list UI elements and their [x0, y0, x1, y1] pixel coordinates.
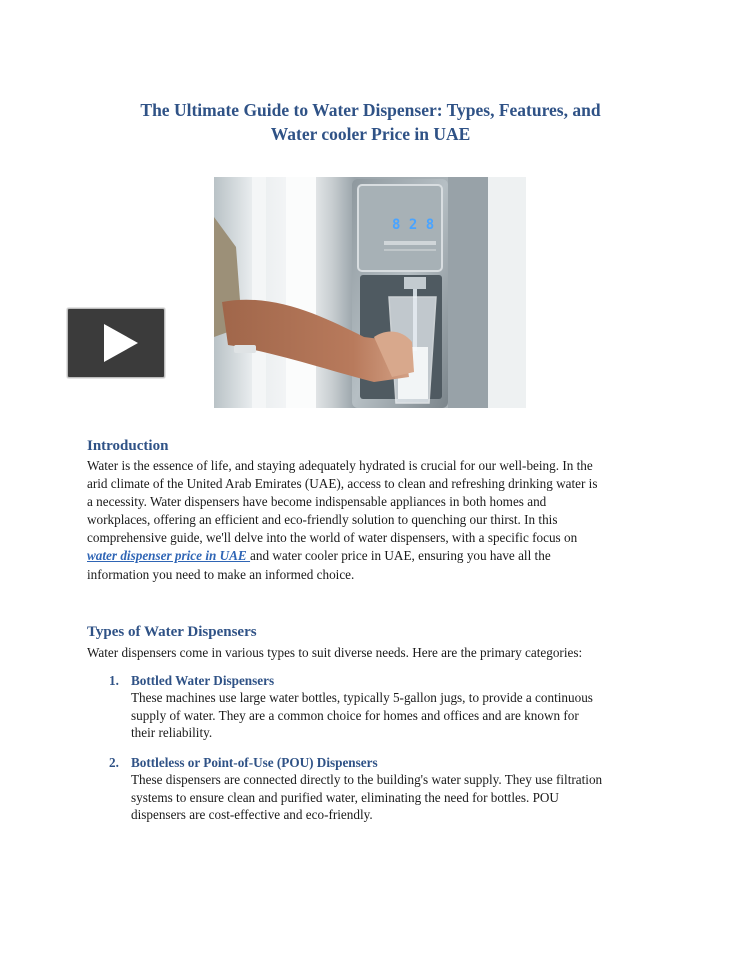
intro-line-6-rest: and water cooler price in UAE, ensuring you have all the — [250, 548, 551, 564]
list-item-line: These machines use large water bottles, typically 5-gallon jugs, to provide a continuous — [131, 690, 593, 705]
intro-line-6 — [87, 547, 652, 565]
list-item-line: dispensers are cost-effective and eco-friendly. — [131, 807, 373, 823]
list-item-body — [131, 771, 661, 824]
hero-image-water-dispenser — [214, 177, 526, 408]
play-icon — [104, 324, 138, 362]
list-item-number: 2. — [109, 755, 119, 770]
water-dispenser-price-link[interactable]: water dispenser price in UAE — [87, 548, 251, 564]
types-heading: Types of Water Dispensers — [87, 624, 257, 640]
intro-line-5: comprehensive guide, we'll delve into the world of water dispensers, with a specific focus on — [87, 530, 578, 546]
list-item-line: their reliability. — [131, 725, 213, 741]
list-item-line: These dispensers are connected directly to the building's water supply. They use filtration — [131, 772, 603, 787]
intro-line-4: workplaces, offering an efficient and eco-friendly solution to quenching our thirst. In this — [87, 512, 558, 528]
types-intro — [87, 644, 652, 662]
introduction-heading: Introduction — [87, 438, 169, 454]
intro-line-7: information you need to make an informed choice. — [87, 566, 355, 582]
list-item-number: 1. — [109, 673, 119, 688]
list-item-title: Bottleless or Point-of-Use (POU) Dispensers — [131, 755, 378, 770]
intro-line-1: Water is the essence of life, and staying adequately hydrated is crucial for our well-being. In the — [87, 458, 593, 473]
page-title-line-1: The Ultimate Guide to Water Dispenser: Types, Features, and — [140, 100, 601, 120]
introduction-paragraph — [87, 457, 652, 584]
video-play-button[interactable] — [67, 308, 165, 378]
svg-text:8 2 8: 8 2 8 — [392, 217, 435, 233]
list-item-title: Bottled Water Dispensers — [131, 673, 275, 688]
page-title — [60, 98, 681, 146]
list-item-body — [131, 689, 661, 742]
types-intro-line: Water dispensers come in various types to suit diverse needs. Here are the primary categories: — [87, 645, 583, 660]
intro-line-3: a necessity. Water dispensers have become indispensable appliances in both homes and — [87, 494, 547, 510]
page-title-line-2: Water cooler Price in UAE — [270, 124, 471, 144]
intro-line-2: arid climate of the United Arab Emirates (UAE), access to clean and refreshing drinking water is — [87, 476, 598, 492]
list-item-line: systems to ensure clean and purified water, eliminating the need for bottles. POU — [131, 789, 559, 805]
list-item-line: supply of water. They are a common choice for homes and offices and are known for — [131, 707, 579, 723]
